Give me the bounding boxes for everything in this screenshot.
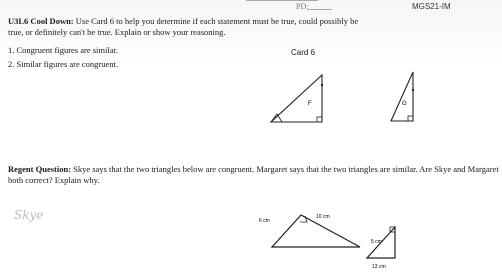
top-rule: [246, 0, 318, 1]
side-label-13cm: 13 cm: [372, 264, 386, 270]
regent-triangle-2: [367, 227, 395, 270]
period-label: PD:: [296, 2, 309, 11]
cool-down-text-line1: Use Card 6 to help you determine if each statement must be true, could possibly be: [73, 16, 359, 26]
cool-down-label: U3L6 Cool Down:: [8, 16, 74, 26]
side-label-10cm: 10 cm: [316, 214, 330, 220]
regent-triangle-1: [259, 214, 360, 247]
period-blank: [308, 9, 332, 10]
regent-label: Regent Question:: [8, 164, 72, 174]
figure-label-g: G: [402, 101, 407, 107]
regent-triangles: [254, 196, 502, 276]
side-label-5cm: 5 cm: [371, 239, 382, 245]
figure-label-f: F: [308, 101, 312, 107]
side-label-6cm: 6 cm: [259, 218, 270, 224]
regent-text: Skye says that the two triangles below are congruent. Margaret says that the two triangles are similar. Are Skye and Margaret both correct? Explain why.: [8, 164, 499, 185]
question-2: 2. Similar figures are congruent.: [8, 59, 118, 69]
question-1: 1. Congruent figures are similar.: [8, 45, 119, 55]
course-code: MGS21-IM: [412, 2, 451, 11]
triangle-f: [271, 75, 323, 122]
card-title: Card 6: [291, 48, 316, 57]
handwritten-name: Skye: [14, 208, 44, 222]
cool-down-text-line2: true, or definitely can't be true. Explain or show your reasoning.: [8, 27, 226, 37]
cool-down-prompt: [8, 16, 358, 38]
regent-question: [8, 164, 500, 186]
card-6-figures: [260, 60, 420, 160]
triangle-g: [391, 72, 414, 121]
